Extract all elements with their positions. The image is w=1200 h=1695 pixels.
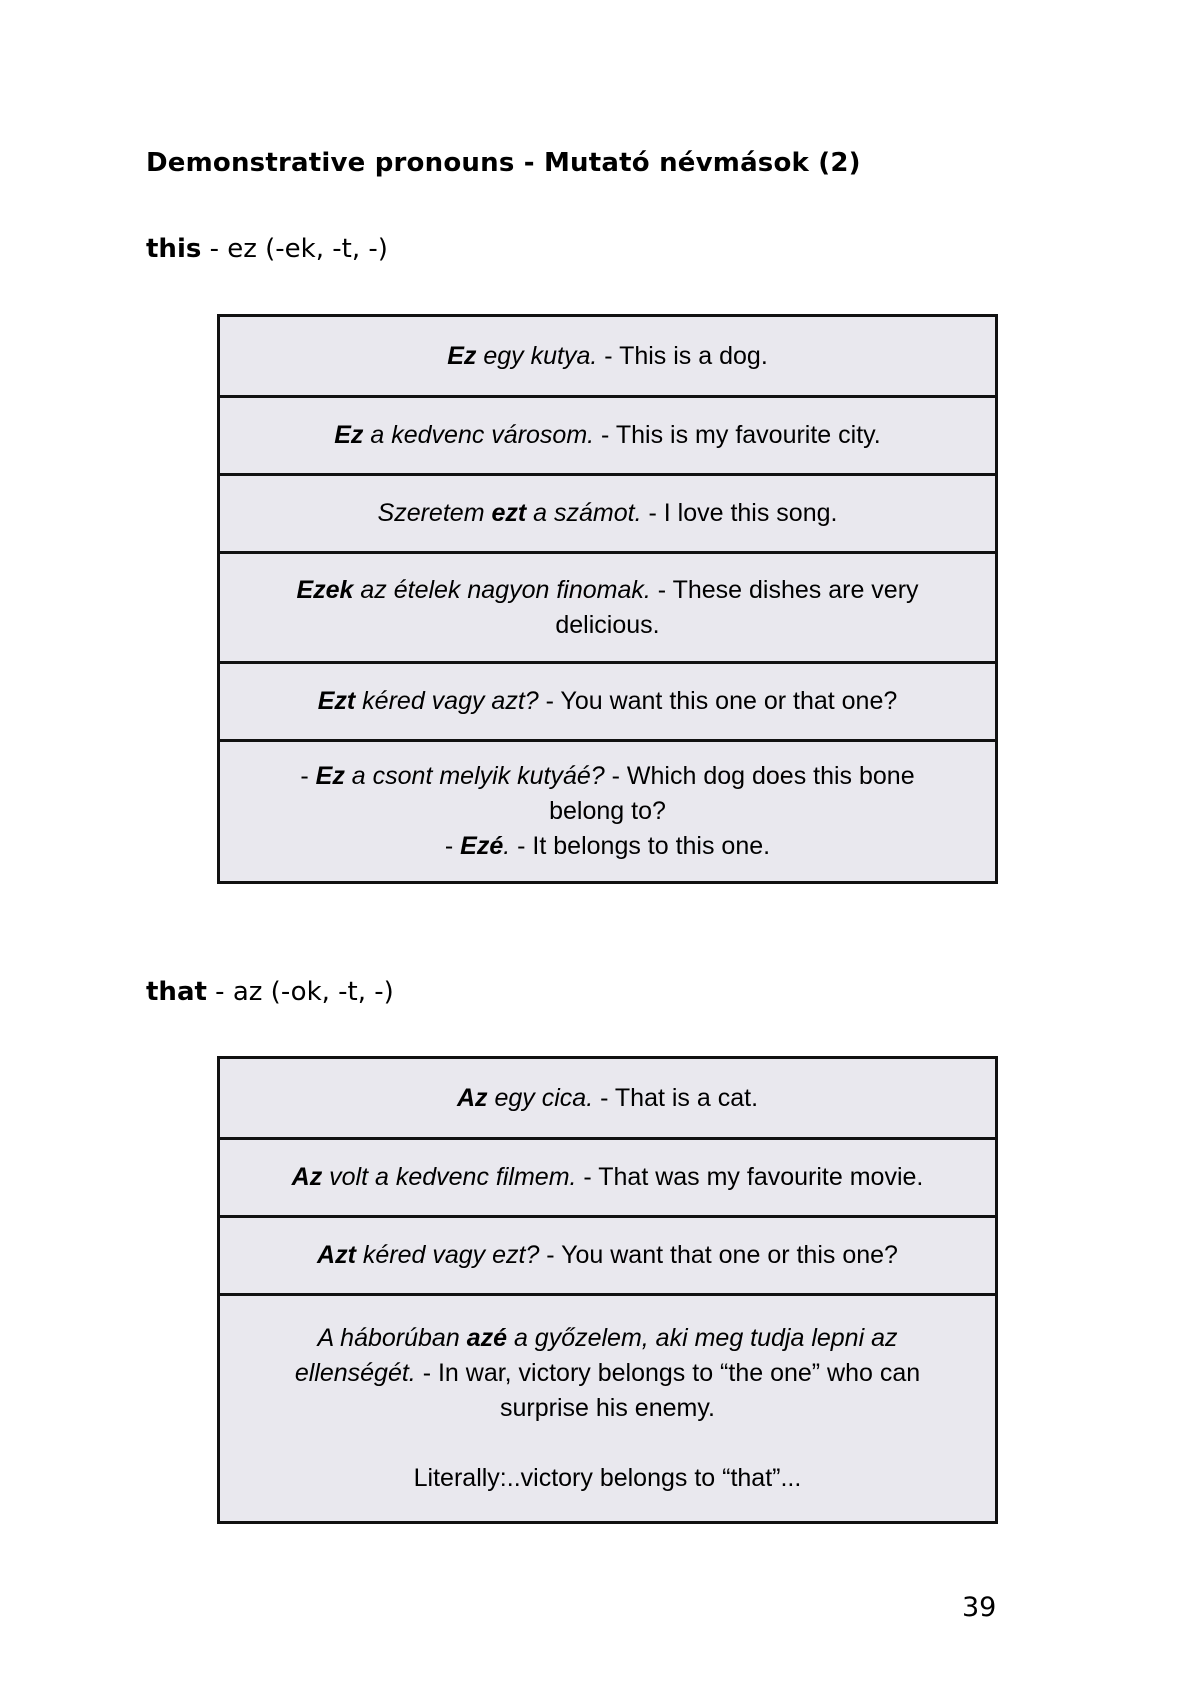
example-line [295,1461,920,1496]
english-text: belong to? [549,797,666,825]
hungarian-text: A háborúban [317,1324,467,1352]
this-examples-table [217,314,998,884]
example-line [300,829,914,864]
page-heading: Demonstrative pronouns - Mutató névmások (2) [146,148,861,178]
example-line [317,1238,898,1273]
english-text: - This is my favourite city. [594,421,881,449]
example-line [447,339,768,374]
english-text: - [444,832,461,860]
example-row [220,1215,995,1293]
page-number: 39 [962,1592,997,1623]
hungarian-text: kéred vagy ezt? [355,1241,540,1269]
english-text: delicious. [555,610,660,639]
english-text: - [300,762,316,790]
example-line [296,573,918,608]
demonstrative-word: ezt [491,499,527,527]
demonstrative-word: Ez [447,341,477,370]
hungarian-text: egy kutya. [476,341,598,370]
english-text: - Which dog does this bone [604,762,915,790]
example-line [292,1160,924,1195]
example-row [220,739,995,881]
english-text: - That is a cat. [593,1083,759,1112]
that-examples-table [217,1056,998,1524]
example-line [378,496,838,531]
hungarian-text: a csont melyik kutyáé? [344,762,605,790]
example-line [457,1081,758,1116]
demonstrative-word: Ezt [317,687,356,715]
example-row [220,1059,995,1137]
demonstrative-word: Ez [315,762,345,790]
example-row [220,1293,995,1521]
english-text: surprise his enemy. [500,1394,715,1422]
this-gloss: - ez (-ek, -t, -) [201,234,388,264]
example-line [318,684,898,719]
hungarian-text: . [503,832,511,860]
demonstrative-word: Ezé [460,832,504,860]
example-line [295,1321,920,1356]
hungarian-text: ellenségét. [294,1359,416,1387]
blank-line [295,1426,920,1461]
demonstrative-word: Azt [317,1241,356,1269]
hungarian-text: a számot. [526,499,642,527]
demonstrative-word: Az [456,1083,488,1112]
this-subheading [146,234,388,264]
hungarian-text: Szeretem [377,499,492,527]
demonstrative-word: azé [466,1324,507,1352]
english-text: - It belongs to this one. [510,832,771,860]
english-text: Literally:..victory belongs to “that”... [413,1464,802,1492]
example-row [220,661,995,739]
hungarian-text: az ételek nagyon finomak. [353,575,651,604]
example-line [300,759,914,794]
this-term: this [146,234,202,264]
that-gloss: - az (-ok, -t, -) [206,977,394,1007]
english-text: - That was my favourite movie. [576,1163,924,1191]
example-row [220,395,995,473]
hungarian-text: kéred vagy azt? [355,687,539,715]
hungarian-text: egy cica. [487,1083,594,1112]
hungarian-text: volt a kedvenc filmem. [322,1163,577,1191]
english-text: - This is a dog. [597,341,768,370]
demonstrative-word: Ezek [296,575,354,604]
example-line [300,794,914,829]
example-row [220,317,995,395]
example-row [220,551,995,661]
english-text: - You want that one or this one? [539,1241,898,1269]
hungarian-text: a győzelem, aki meg tudja lepni az [507,1324,898,1352]
hungarian-text: a kedvenc városom. [363,421,595,449]
english-text: - These dishes are very [650,575,919,604]
example-line [296,608,918,643]
example-row [220,473,995,551]
that-subheading [146,977,394,1007]
demonstrative-word: Az [291,1163,323,1191]
english-text: - I love this song. [641,499,838,527]
example-row [220,1137,995,1215]
demonstrative-word: Ez [334,421,364,449]
example-line [334,418,881,453]
example-line [295,1391,920,1426]
english-text: - You want this one or that one? [538,687,898,715]
example-line [295,1356,920,1391]
that-term: that [146,977,207,1007]
english-text: - In war, victory belongs to “the one” who can [415,1359,921,1387]
